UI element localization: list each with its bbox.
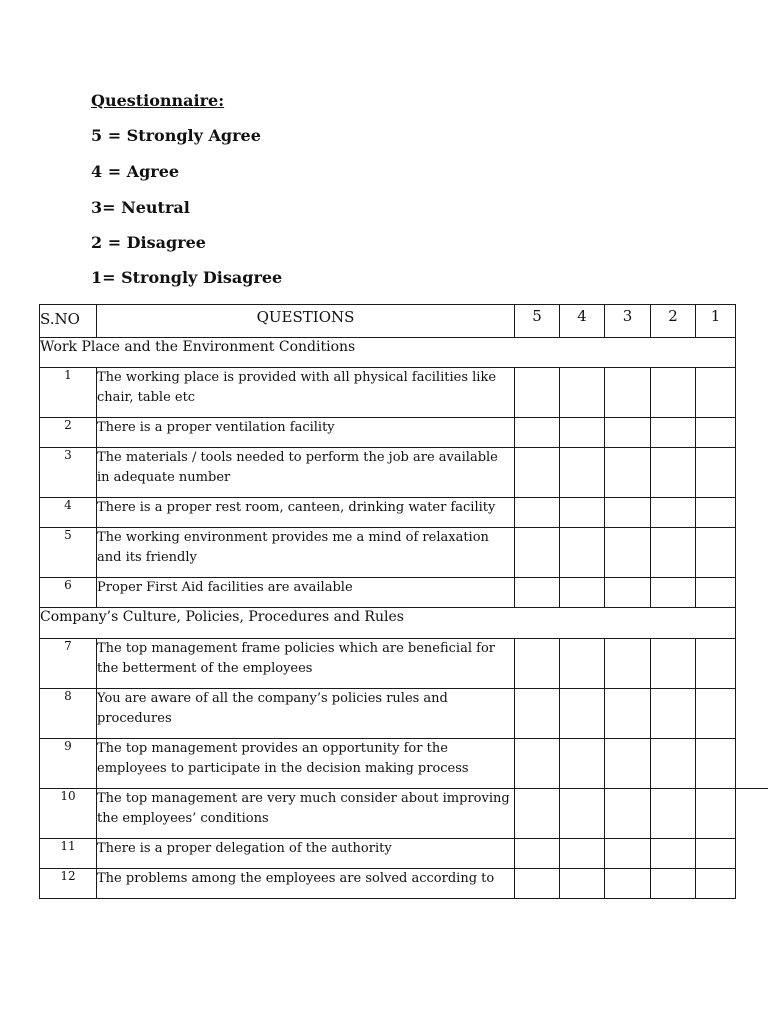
rating-cell-4[interactable] [560, 639, 605, 689]
rating-cell-1[interactable] [696, 869, 736, 899]
rating-cell-2[interactable] [651, 418, 696, 448]
rating-cell-2[interactable] [651, 689, 696, 739]
rating-cell-4[interactable] [560, 418, 605, 448]
rating-cell-2[interactable] [651, 869, 696, 899]
rating-cell-2[interactable] [651, 528, 696, 578]
row-number: 5 [40, 528, 97, 578]
rating-cell-1[interactable] [696, 528, 736, 578]
table-row [40, 498, 736, 528]
rating-cell-1[interactable] [696, 418, 736, 448]
rating-cell-4[interactable] [560, 869, 605, 899]
rating-cell-1[interactable] [696, 498, 736, 528]
legend-item-1: 1= Strongly Disagree [91, 268, 283, 287]
rating-cell-4[interactable] [560, 578, 605, 608]
legend-item-4: 4 = Agree [91, 162, 180, 181]
header-scale-3: 3 [605, 305, 651, 338]
rating-cell-4[interactable] [560, 528, 605, 578]
rating-cell-3[interactable] [605, 689, 651, 739]
rating-cell-5[interactable] [515, 869, 560, 899]
rating-cell-4[interactable] [560, 839, 605, 869]
header-scale-2: 2 [651, 305, 696, 338]
section-row [40, 608, 736, 639]
rating-cell-2[interactable] [651, 639, 696, 689]
question-text: The problems among the employees are solved according to [97, 869, 515, 899]
rating-cell-2[interactable] [651, 498, 696, 528]
rating-cell-5[interactable] [515, 639, 560, 689]
rating-cell-3[interactable] [605, 739, 651, 789]
rating-cell-5[interactable] [515, 368, 560, 418]
question-text: The top management are very much consider about improving the employees’ conditions [97, 789, 515, 839]
section-row [40, 338, 736, 368]
table-rule-extension [735, 788, 768, 789]
rating-cell-5[interactable] [515, 448, 560, 498]
row-number: 4 [40, 498, 97, 528]
rating-cell-3[interactable] [605, 448, 651, 498]
question-text: Proper First Aid facilities are available [97, 578, 515, 608]
row-number: 10 [40, 789, 97, 839]
section-title: Work Place and the Environment Conditions [40, 338, 736, 368]
table-row [40, 689, 736, 739]
rating-cell-1[interactable] [696, 639, 736, 689]
rating-cell-4[interactable] [560, 498, 605, 528]
header-questions: QUESTIONS [97, 305, 515, 338]
rating-cell-3[interactable] [605, 578, 651, 608]
rating-cell-5[interactable] [515, 498, 560, 528]
rating-cell-2[interactable] [651, 789, 696, 839]
rating-cell-5[interactable] [515, 528, 560, 578]
row-number: 1 [40, 368, 97, 418]
question-text: The top management frame policies which are beneficial for the betterment of the employees [97, 639, 515, 689]
table-row [40, 528, 736, 578]
rating-cell-4[interactable] [560, 448, 605, 498]
rating-cell-3[interactable] [605, 639, 651, 689]
table-row [40, 368, 736, 418]
rating-cell-5[interactable] [515, 689, 560, 739]
rating-cell-2[interactable] [651, 839, 696, 869]
table-row [40, 578, 736, 608]
legend-title: Questionnaire: [91, 91, 225, 110]
question-text: The materials / tools needed to perform the job are available in adequate number [97, 448, 515, 498]
table-row [40, 869, 736, 899]
rating-cell-3[interactable] [605, 418, 651, 448]
question-text: The top management provides an opportunity for the employees to participate in the decision making process [97, 739, 515, 789]
rating-cell-3[interactable] [605, 789, 651, 839]
header-scale-5: 5 [515, 305, 560, 338]
rating-cell-4[interactable] [560, 689, 605, 739]
question-text: There is a proper delegation of the authority [97, 839, 515, 869]
table-row [40, 448, 736, 498]
table-row [40, 839, 736, 869]
row-number: 9 [40, 739, 97, 789]
table-row [40, 789, 736, 839]
rating-cell-2[interactable] [651, 448, 696, 498]
section-title: Company’s Culture, Policies, Procedures and Rules [40, 608, 736, 639]
question-text: The working place is provided with all physical facilities like chair, table etc [97, 368, 515, 418]
questionnaire-table [39, 304, 736, 899]
rating-cell-4[interactable] [560, 368, 605, 418]
question-text: You are aware of all the company’s policies rules and procedures [97, 689, 515, 739]
header-scale-1: 1 [696, 305, 736, 338]
rating-cell-3[interactable] [605, 839, 651, 869]
rating-cell-1[interactable] [696, 689, 736, 739]
rating-cell-1[interactable] [696, 839, 736, 869]
rating-cell-5[interactable] [515, 839, 560, 869]
rating-cell-5[interactable] [515, 578, 560, 608]
rating-cell-4[interactable] [560, 739, 605, 789]
table-row [40, 639, 736, 689]
rating-cell-1[interactable] [696, 789, 736, 839]
rating-cell-4[interactable] [560, 789, 605, 839]
question-text: The working environment provides me a mind of relaxation and its friendly [97, 528, 515, 578]
rating-cell-5[interactable] [515, 739, 560, 789]
row-number: 8 [40, 689, 97, 739]
legend-item-3: 3= Neutral [91, 198, 190, 217]
rating-cell-1[interactable] [696, 448, 736, 498]
rating-cell-3[interactable] [605, 528, 651, 578]
rating-cell-5[interactable] [515, 789, 560, 839]
row-number: 7 [40, 639, 97, 689]
rating-cell-1[interactable] [696, 368, 736, 418]
header-sno: S.NO [40, 305, 97, 338]
rating-cell-5[interactable] [515, 418, 560, 448]
rating-cell-3[interactable] [605, 498, 651, 528]
rating-cell-3[interactable] [605, 368, 651, 418]
legend-item-2: 2 = Disagree [91, 233, 206, 252]
row-number: 2 [40, 418, 97, 448]
question-text: There is a proper ventilation facility [97, 418, 515, 448]
rating-cell-1[interactable] [696, 739, 736, 789]
table-row [40, 739, 736, 789]
row-number: 3 [40, 448, 97, 498]
question-text: There is a proper rest room, canteen, drinking water facility [97, 498, 515, 528]
row-number: 11 [40, 839, 97, 869]
rating-cell-2[interactable] [651, 368, 696, 418]
rating-cell-3[interactable] [605, 869, 651, 899]
row-number: 12 [40, 869, 97, 899]
row-number: 6 [40, 578, 97, 608]
header-scale-4: 4 [560, 305, 605, 338]
rating-cell-1[interactable] [696, 578, 736, 608]
table-row [40, 418, 736, 448]
rating-cell-2[interactable] [651, 739, 696, 789]
legend-item-5: 5 = Strongly Agree [91, 126, 261, 145]
header-row [40, 305, 736, 338]
rating-cell-2[interactable] [651, 578, 696, 608]
